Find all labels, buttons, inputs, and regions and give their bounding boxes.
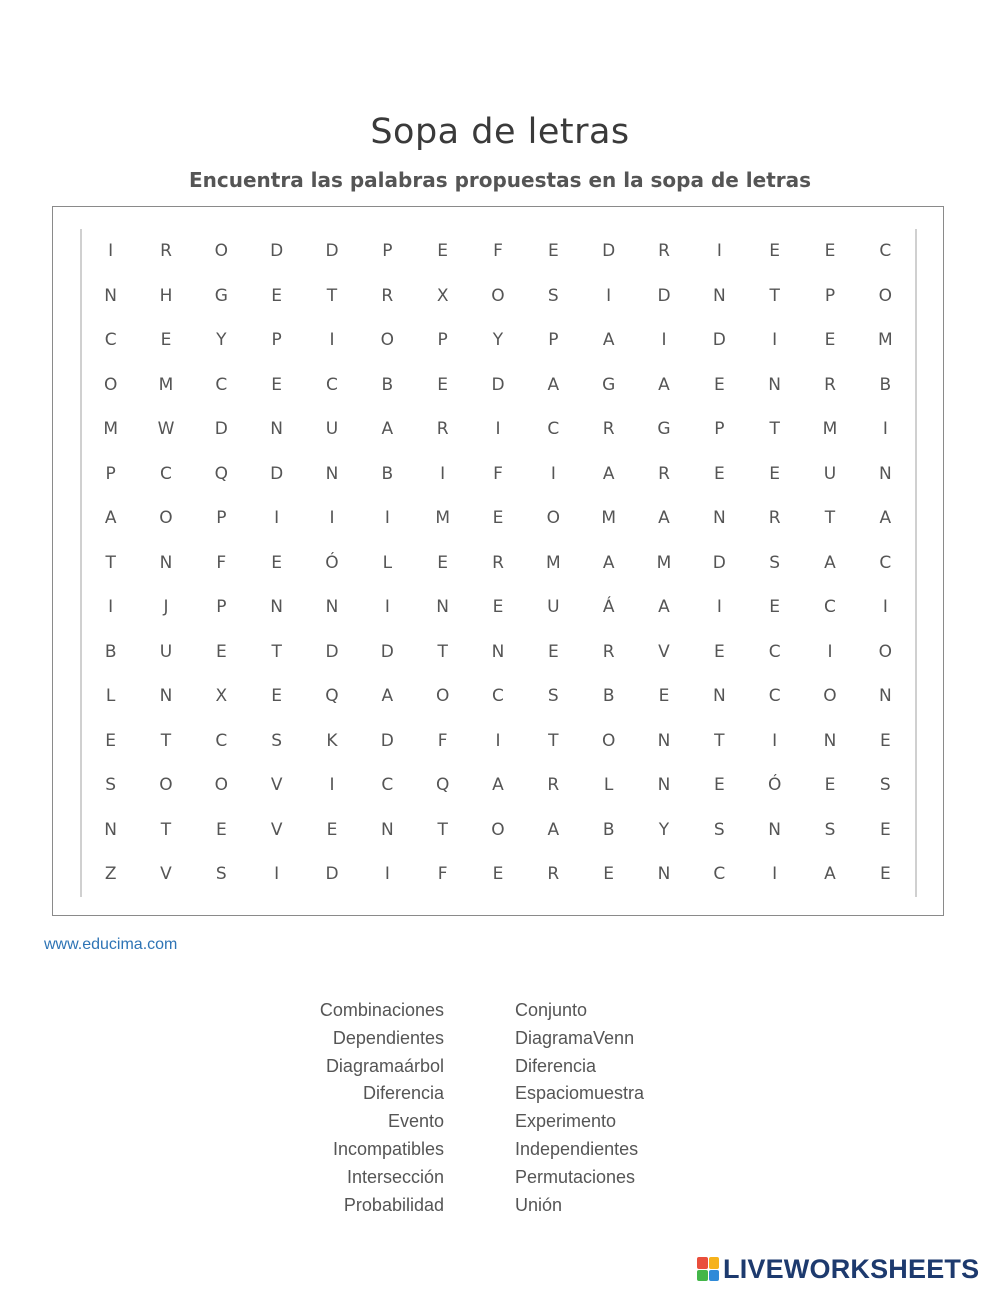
grid-cell[interactable]: B bbox=[381, 463, 394, 484]
grid-cell[interactable]: E bbox=[713, 374, 725, 395]
liveworksheets-brand bbox=[697, 1254, 979, 1284]
grid-cell[interactable]: N bbox=[436, 597, 450, 618]
grid-cell[interactable]: O bbox=[823, 686, 837, 707]
grid-cell[interactable]: D bbox=[602, 241, 616, 262]
grid-cell[interactable]: Ó bbox=[325, 552, 339, 573]
page-title: Sopa de letras bbox=[370, 112, 630, 152]
grid-cell[interactable]: O bbox=[380, 330, 395, 351]
grid-cell[interactable]: I bbox=[716, 241, 722, 262]
grid-cell[interactable]: E bbox=[271, 285, 283, 306]
grid-cell[interactable]: I bbox=[495, 730, 501, 751]
grid-cell[interactable]: D bbox=[270, 241, 284, 262]
grid-cell[interactable]: P bbox=[216, 508, 227, 529]
grid-cell[interactable]: Y bbox=[216, 330, 227, 351]
grid-cell[interactable]: C bbox=[824, 597, 836, 618]
grid-cell[interactable]: E bbox=[215, 641, 227, 662]
grid-cell[interactable]: P bbox=[824, 285, 836, 306]
grid-cell[interactable]: D bbox=[270, 463, 284, 484]
grid-cell[interactable]: I bbox=[440, 463, 446, 484]
grid-cell[interactable]: I bbox=[716, 597, 722, 618]
word-list-item: Permutaciones bbox=[515, 1166, 636, 1187]
grid-cell[interactable]: C bbox=[215, 374, 228, 395]
grid-cell[interactable]: E bbox=[547, 641, 559, 662]
grid-cell[interactable]: A bbox=[547, 374, 560, 395]
grid-cell[interactable]: M bbox=[656, 552, 672, 573]
grid-cell[interactable]: M bbox=[877, 330, 893, 351]
grid-cell[interactable]: N bbox=[712, 508, 726, 529]
grid-cell[interactable]: S bbox=[271, 730, 283, 751]
grid-cell[interactable]: C bbox=[215, 730, 228, 751]
grid-cell[interactable]: I bbox=[274, 508, 280, 529]
word-list-item: Diagramaárbol bbox=[325, 1055, 444, 1076]
grid-cell[interactable]: A bbox=[492, 775, 504, 796]
grid-cell[interactable]: O bbox=[435, 686, 450, 707]
grid-cell[interactable]: M bbox=[822, 419, 838, 440]
grid-cell[interactable]: I bbox=[772, 864, 778, 885]
grid-cell[interactable]: J bbox=[163, 597, 169, 618]
brand-name: LIVEWORKSHEETS bbox=[723, 1253, 980, 1284]
grid-cell[interactable]: C bbox=[879, 552, 892, 573]
grid-cell[interactable]: P bbox=[105, 463, 116, 484]
word-list-item: Conjunto bbox=[515, 1000, 588, 1020]
grid-cell[interactable]: D bbox=[657, 285, 671, 306]
grid-cell[interactable]: T bbox=[160, 819, 172, 840]
grid-cell[interactable]: N bbox=[159, 552, 173, 573]
grid-cell[interactable]: L bbox=[603, 775, 614, 796]
grid-cell[interactable]: T bbox=[437, 819, 448, 840]
grid-cell[interactable]: N bbox=[380, 819, 394, 840]
logo-square bbox=[709, 1270, 720, 1282]
grid-cell[interactable]: I bbox=[772, 730, 778, 751]
grid-cell[interactable]: M bbox=[545, 552, 561, 573]
grid-cell[interactable]: A bbox=[879, 508, 892, 529]
grid-cell[interactable]: E bbox=[769, 597, 781, 618]
page-subtitle: Encuentra las palabras propuestas en la sopa de letras bbox=[188, 168, 812, 192]
grid-cell[interactable]: E bbox=[824, 330, 836, 351]
grid-cell[interactable]: Q bbox=[214, 463, 229, 484]
grid-cell[interactable]: S bbox=[547, 686, 559, 707]
grid-cell[interactable]: P bbox=[382, 241, 393, 262]
letter-grid[interactable] bbox=[83, 229, 913, 897]
grid-cell[interactable]: T bbox=[714, 730, 725, 751]
grid-cell[interactable]: H bbox=[159, 285, 173, 306]
grid-cell[interactable]: U bbox=[325, 419, 339, 440]
grid-cell[interactable]: N bbox=[270, 419, 284, 440]
grid-cell[interactable]: E bbox=[658, 686, 670, 707]
grid-cell[interactable]: S bbox=[713, 819, 725, 840]
grid-cell[interactable]: Á bbox=[602, 597, 615, 618]
grid-cell[interactable]: S bbox=[824, 819, 836, 840]
grid-cell[interactable]: A bbox=[658, 374, 670, 395]
grid-cell[interactable]: V bbox=[270, 775, 283, 796]
grid-cell[interactable]: U bbox=[159, 641, 173, 662]
grid-border-left bbox=[80, 229, 82, 897]
grid-cell[interactable]: P bbox=[271, 330, 282, 351]
grid-cell[interactable]: P bbox=[437, 330, 448, 351]
grid-cell[interactable]: Y bbox=[658, 819, 670, 840]
grid-cell[interactable]: T bbox=[824, 508, 836, 529]
word-list-item: Diferencia bbox=[362, 1083, 444, 1104]
grid-cell[interactable]: N bbox=[657, 864, 671, 885]
grid-cell[interactable]: Z bbox=[104, 864, 117, 885]
grid-cell[interactable]: I bbox=[606, 285, 612, 306]
grid-cell[interactable]: G bbox=[657, 419, 671, 440]
grid-cell[interactable]: O bbox=[878, 285, 893, 306]
grid-cell[interactable]: E bbox=[824, 775, 836, 796]
grid-cell[interactable]: B bbox=[879, 374, 892, 395]
grid-cell[interactable]: T bbox=[160, 730, 172, 751]
grid-cell[interactable]: V bbox=[658, 641, 670, 662]
grid-cell[interactable]: T bbox=[437, 641, 448, 662]
grid-cell[interactable]: S bbox=[105, 775, 117, 796]
grid-cell[interactable]: E bbox=[547, 241, 559, 262]
grid-cell[interactable]: I bbox=[329, 775, 335, 796]
word-list-item: Experimento bbox=[515, 1111, 617, 1132]
grid-cell[interactable]: O bbox=[159, 775, 173, 796]
grid-cell[interactable]: N bbox=[768, 374, 782, 395]
grid-cell[interactable]: X bbox=[436, 285, 449, 306]
word-list-right bbox=[515, 997, 644, 1219]
grid-cell[interactable]: I bbox=[384, 508, 390, 529]
grid-cell[interactable]: O bbox=[214, 241, 229, 262]
grid-cell[interactable]: B bbox=[602, 686, 615, 707]
grid-cell[interactable]: Q bbox=[435, 775, 450, 796]
grid-cell[interactable]: T bbox=[769, 419, 780, 440]
grid-cell[interactable]: C bbox=[326, 374, 338, 395]
grid-cell[interactable]: I bbox=[384, 597, 390, 618]
grid-cell[interactable]: A bbox=[602, 330, 615, 351]
grid-cell[interactable]: D bbox=[214, 419, 228, 440]
word-list-item: Probabilidad bbox=[343, 1194, 444, 1215]
grid-cell[interactable]: Ó bbox=[767, 775, 782, 796]
grid-cell[interactable]: E bbox=[492, 597, 504, 618]
grid-cell[interactable]: E bbox=[879, 864, 891, 885]
source-link[interactable]: www.educima.com bbox=[44, 936, 178, 953]
grid-cell[interactable]: F bbox=[216, 552, 227, 573]
grid-cell[interactable]: N bbox=[878, 463, 892, 484]
grid-cell[interactable]: D bbox=[380, 730, 394, 751]
grid-cell[interactable]: E bbox=[271, 686, 283, 707]
grid-cell[interactable]: R bbox=[160, 241, 172, 262]
word-list-item: DiagramaVenn bbox=[515, 1027, 635, 1048]
grid-cell[interactable]: E bbox=[215, 819, 227, 840]
grid-cell[interactable]: T bbox=[271, 641, 282, 662]
grid-cell[interactable]: M bbox=[435, 508, 450, 529]
grid-cell[interactable]: O bbox=[103, 374, 118, 395]
grid-cell[interactable]: E bbox=[824, 241, 836, 262]
grid-cell[interactable]: I bbox=[550, 463, 556, 484]
grid-cell[interactable]: M bbox=[103, 419, 118, 440]
grid-cell[interactable]: N bbox=[657, 730, 671, 751]
grid-cell[interactable]: B bbox=[381, 374, 394, 395]
word-list-item: Combinaciones bbox=[319, 1000, 444, 1020]
grid-cell[interactable]: E bbox=[326, 819, 338, 840]
grid-cell[interactable]: N bbox=[712, 686, 726, 707]
grid-cell[interactable]: I bbox=[108, 597, 114, 618]
grid-cell[interactable]: O bbox=[159, 508, 173, 529]
logo-square bbox=[697, 1270, 708, 1282]
grid-cell[interactable]: R bbox=[658, 463, 670, 484]
grid-cell[interactable]: R bbox=[381, 285, 394, 306]
grid-cell[interactable]: U bbox=[547, 597, 560, 618]
word-list-item: Unión bbox=[515, 1194, 563, 1215]
grid-cell[interactable]: T bbox=[769, 285, 780, 306]
grid-cell[interactable]: O bbox=[878, 641, 893, 662]
grid-cell[interactable]: E bbox=[492, 508, 504, 529]
grid-cell[interactable]: E bbox=[437, 241, 449, 262]
grid-cell[interactable]: R bbox=[547, 775, 560, 796]
grid-border-right bbox=[915, 229, 917, 897]
word-search-frame bbox=[52, 206, 944, 916]
grid-cell[interactable]: S bbox=[769, 552, 781, 573]
word-list-item: Intersección bbox=[346, 1166, 444, 1187]
grid-cell[interactable]: R bbox=[492, 552, 504, 573]
grid-cell[interactable]: C bbox=[547, 419, 560, 440]
grid-cell[interactable]: N bbox=[823, 730, 837, 751]
grid-cell[interactable]: N bbox=[768, 819, 782, 840]
word-list-item: Evento bbox=[387, 1111, 444, 1132]
grid-cell[interactable]: P bbox=[216, 597, 227, 618]
grid-cell[interactable]: O bbox=[601, 730, 616, 751]
word-list-item: Espaciomuestra bbox=[515, 1083, 645, 1104]
grid-cell[interactable]: S bbox=[215, 864, 227, 885]
grid-cell[interactable]: N bbox=[491, 641, 505, 662]
grid-cell[interactable]: I bbox=[827, 641, 833, 662]
grid-cell[interactable]: D bbox=[325, 864, 339, 885]
grid-cell[interactable]: C bbox=[104, 330, 117, 351]
grid-cell[interactable]: M bbox=[601, 508, 616, 529]
grid-cell[interactable]: D bbox=[325, 641, 339, 662]
grid-cell[interactable]: B bbox=[104, 641, 117, 662]
word-list-item: Dependientes bbox=[332, 1027, 444, 1048]
grid-cell[interactable]: N bbox=[104, 819, 118, 840]
grid-cell[interactable]: R bbox=[547, 864, 560, 885]
grid-cell[interactable]: O bbox=[491, 285, 505, 306]
grid-cell[interactable]: C bbox=[879, 241, 892, 262]
grid-cell[interactable]: I bbox=[384, 864, 390, 885]
grid-cell[interactable]: I bbox=[882, 597, 888, 618]
grid-cell[interactable]: T bbox=[105, 552, 116, 573]
grid-cell[interactable]: I bbox=[108, 241, 114, 262]
grid-cell[interactable]: P bbox=[714, 419, 725, 440]
grid-cell[interactable]: A bbox=[658, 508, 670, 529]
grid-cell[interactable]: E bbox=[437, 374, 449, 395]
grid-cell[interactable]: I bbox=[274, 864, 280, 885]
grid-cell[interactable]: C bbox=[492, 686, 504, 707]
grid-cell[interactable]: O bbox=[214, 775, 229, 796]
grid-cell[interactable]: D bbox=[325, 241, 339, 262]
grid-cell[interactable]: N bbox=[325, 597, 339, 618]
word-list-item: Incompatibles bbox=[332, 1138, 444, 1159]
grid-cell[interactable]: U bbox=[823, 463, 837, 484]
grid-cell[interactable]: B bbox=[602, 819, 615, 840]
grid-cell[interactable]: E bbox=[769, 463, 781, 484]
grid-cell[interactable]: N bbox=[657, 775, 671, 796]
grid-cell[interactable]: K bbox=[326, 730, 338, 751]
grid-cell[interactable]: A bbox=[824, 864, 836, 885]
grid-cell[interactable]: I bbox=[495, 419, 501, 440]
grid-cell[interactable]: E bbox=[713, 775, 725, 796]
grid-cell[interactable]: Q bbox=[325, 686, 339, 707]
grid-cell[interactable]: C bbox=[768, 641, 781, 662]
grid-cell[interactable]: F bbox=[437, 730, 448, 751]
grid-cell[interactable]: N bbox=[325, 463, 339, 484]
grid-cell[interactable]: P bbox=[548, 330, 559, 351]
grid-cell[interactable]: C bbox=[160, 463, 172, 484]
grid-cell[interactable]: N bbox=[104, 285, 118, 306]
grid-cell[interactable]: V bbox=[270, 819, 283, 840]
grid-cell[interactable]: A bbox=[602, 463, 615, 484]
grid-cell[interactable]: C bbox=[713, 864, 726, 885]
logo-square bbox=[697, 1257, 708, 1269]
grid-cell[interactable]: R bbox=[658, 241, 670, 262]
logo-square bbox=[709, 1257, 720, 1269]
grid-cell[interactable]: O bbox=[491, 819, 505, 840]
grid-cell[interactable]: E bbox=[713, 641, 725, 662]
grid-cell[interactable]: A bbox=[381, 686, 394, 707]
grid-cell[interactable]: E bbox=[271, 374, 283, 395]
grid-cell[interactable]: E bbox=[160, 330, 172, 351]
grid-cell[interactable]: E bbox=[105, 730, 117, 751]
word-list-left bbox=[320, 997, 444, 1219]
grid-cell[interactable]: E bbox=[713, 463, 725, 484]
grid-cell[interactable]: A bbox=[602, 552, 615, 573]
grid-cell[interactable]: C bbox=[768, 686, 781, 707]
grid-cell[interactable]: E bbox=[879, 819, 891, 840]
grid-cell[interactable]: F bbox=[493, 241, 503, 262]
grid-cell[interactable]: G bbox=[602, 374, 616, 395]
grid-cell[interactable]: X bbox=[215, 686, 228, 707]
grid-cell[interactable]: E bbox=[271, 552, 283, 573]
grid-cell[interactable]: D bbox=[712, 552, 726, 573]
grid-cell[interactable]: D bbox=[491, 374, 505, 395]
grid-cell[interactable]: G bbox=[214, 285, 228, 306]
grid-cell[interactable]: Y bbox=[492, 330, 504, 351]
grid-cell[interactable]: R bbox=[602, 641, 615, 662]
grid-cell[interactable]: E bbox=[769, 241, 781, 262]
grid-cell[interactable]: L bbox=[382, 552, 393, 573]
grid-cell[interactable]: S bbox=[879, 775, 891, 796]
grid-cell[interactable]: E bbox=[492, 864, 504, 885]
grid-cell[interactable]: R bbox=[602, 419, 615, 440]
grid-cell[interactable]: D bbox=[380, 641, 394, 662]
grid-cell[interactable]: I bbox=[329, 508, 335, 529]
grid-cell[interactable]: R bbox=[436, 419, 449, 440]
grid-cell[interactable]: F bbox=[437, 864, 448, 885]
liveworksheets-logo-icon bbox=[697, 1257, 719, 1281]
grid-cell[interactable]: A bbox=[824, 552, 836, 573]
grid-cell[interactable]: R bbox=[768, 508, 781, 529]
grid-cell[interactable]: D bbox=[712, 330, 726, 351]
grid-cell[interactable]: I bbox=[329, 330, 335, 351]
grid-cell[interactable]: E bbox=[603, 864, 615, 885]
grid-cell[interactable]: V bbox=[160, 864, 172, 885]
grid-cell[interactable]: R bbox=[824, 374, 836, 395]
grid-cell[interactable]: T bbox=[326, 285, 338, 306]
grid-cell[interactable]: A bbox=[547, 819, 560, 840]
grid-cell[interactable]: O bbox=[546, 508, 561, 529]
grid-cell[interactable]: S bbox=[547, 285, 559, 306]
grid-cell[interactable]: A bbox=[381, 419, 394, 440]
grid-cell[interactable]: T bbox=[548, 730, 559, 751]
grid-cell[interactable]: N bbox=[159, 686, 173, 707]
grid-cell[interactable]: L bbox=[105, 686, 116, 707]
grid-cell[interactable]: A bbox=[658, 597, 670, 618]
grid-cell[interactable]: A bbox=[104, 508, 117, 529]
grid-cell[interactable]: N bbox=[878, 686, 892, 707]
grid-cell[interactable]: N bbox=[712, 285, 726, 306]
grid-cell[interactable]: W bbox=[157, 419, 175, 440]
grid-cell[interactable]: M bbox=[158, 374, 174, 395]
grid-cell[interactable]: E bbox=[879, 730, 891, 751]
grid-cell[interactable]: F bbox=[493, 463, 503, 484]
grid-cell[interactable]: I bbox=[661, 330, 667, 351]
word-list-item: Independientes bbox=[515, 1138, 639, 1159]
grid-cell[interactable]: N bbox=[270, 597, 284, 618]
grid-cell[interactable]: C bbox=[381, 775, 394, 796]
word-list-item: Diferencia bbox=[515, 1055, 597, 1076]
grid-cell[interactable]: E bbox=[437, 552, 449, 573]
grid-cell[interactable]: I bbox=[772, 330, 778, 351]
grid-cell[interactable]: I bbox=[882, 419, 888, 440]
